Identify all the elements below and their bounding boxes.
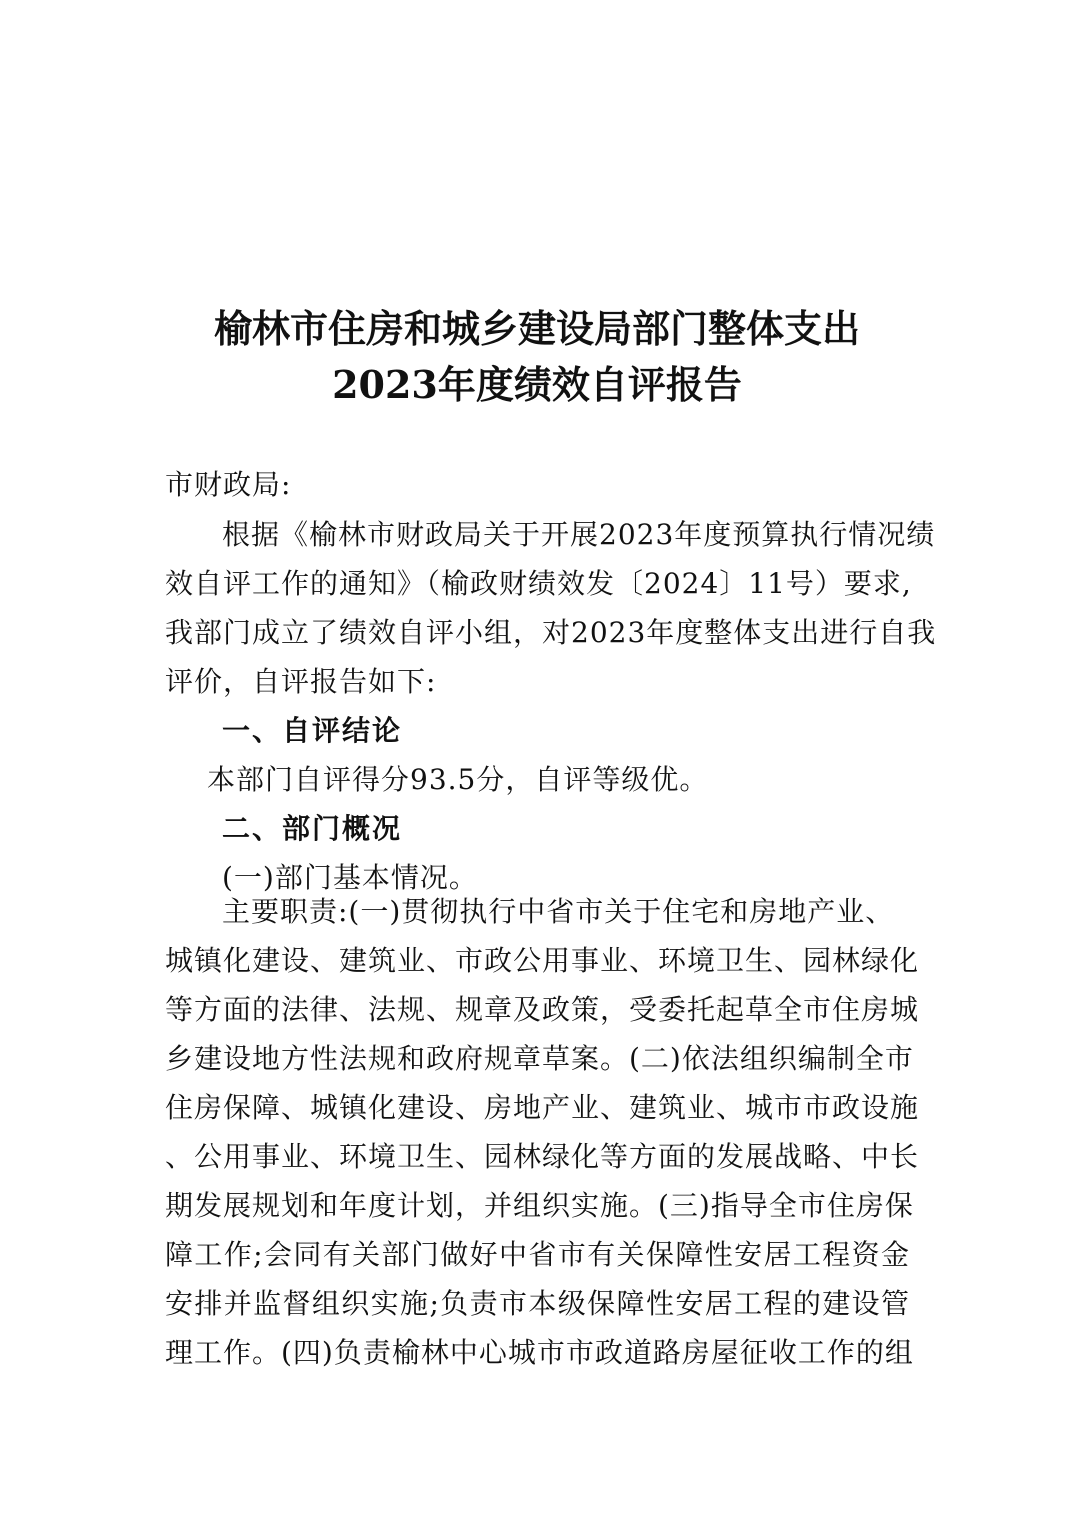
duties-line-6: 、公用事业、环境卫生、园林绿化等方面的发展战略、中长 bbox=[165, 1140, 920, 1173]
section2-heading: 二、部门概况 bbox=[222, 812, 403, 845]
duties-line-1: 主要职责:(一)贯彻执行中省市关于住宅和房地产业、 bbox=[222, 895, 895, 928]
subsection1-heading: (一)部门基本情况。 bbox=[222, 861, 478, 894]
duties-line-5: 住房保障、城镇化建设、房地产业、建筑业、城市市政设施 bbox=[165, 1091, 920, 1124]
duties-line-7: 期发展规划和年度计划，并组织实施。(三)指导全市住房保 bbox=[165, 1189, 914, 1222]
addressee: 市财政局: bbox=[165, 468, 292, 501]
intro-line-2: 效自评工作的通知》（榆政财绩效发〔2024〕11号）要求, bbox=[165, 567, 912, 600]
duties-line-8: 障工作;会同有关部门做好中省市有关保障性安居工程资金 bbox=[165, 1238, 910, 1271]
duties-line-4: 乡建设地方性法规和政府规章草案。(二)依法组织编制全市 bbox=[165, 1042, 914, 1075]
intro-line-1: 根据《榆林市财政局关于开展2023年度预算执行情况绩 bbox=[222, 518, 936, 551]
section1-heading: 一、自评结论 bbox=[222, 714, 403, 747]
document-title-line-1: 榆林市住房和城乡建设局部门整体支出 bbox=[213, 306, 860, 351]
duties-line-3: 等方面的法律、法规、规章及政策，受委托起草全市住房城 bbox=[165, 993, 920, 1026]
intro-line-4: 评价，自评报告如下: bbox=[165, 665, 437, 698]
duties-line-9: 安排并监督组织实施;负责市本级保障性安居工程的建设管 bbox=[165, 1287, 910, 1320]
document-title-line-2: 2023年度绩效自评报告 bbox=[332, 362, 742, 407]
duties-line-2: 城镇化建设、建筑业、市政公用事业、环境卫生、园林绿化 bbox=[165, 944, 920, 977]
section1-text: 本部门自评得分93.5分，自评等级优。 bbox=[207, 763, 709, 796]
intro-line-3: 我部门成立了绩效自评小组，对2023年度整体支出进行自我 bbox=[165, 616, 937, 649]
duties-line-10: 理工作。(四)负责榆林中心城市市政道路房屋征收工作的组 bbox=[165, 1336, 914, 1369]
